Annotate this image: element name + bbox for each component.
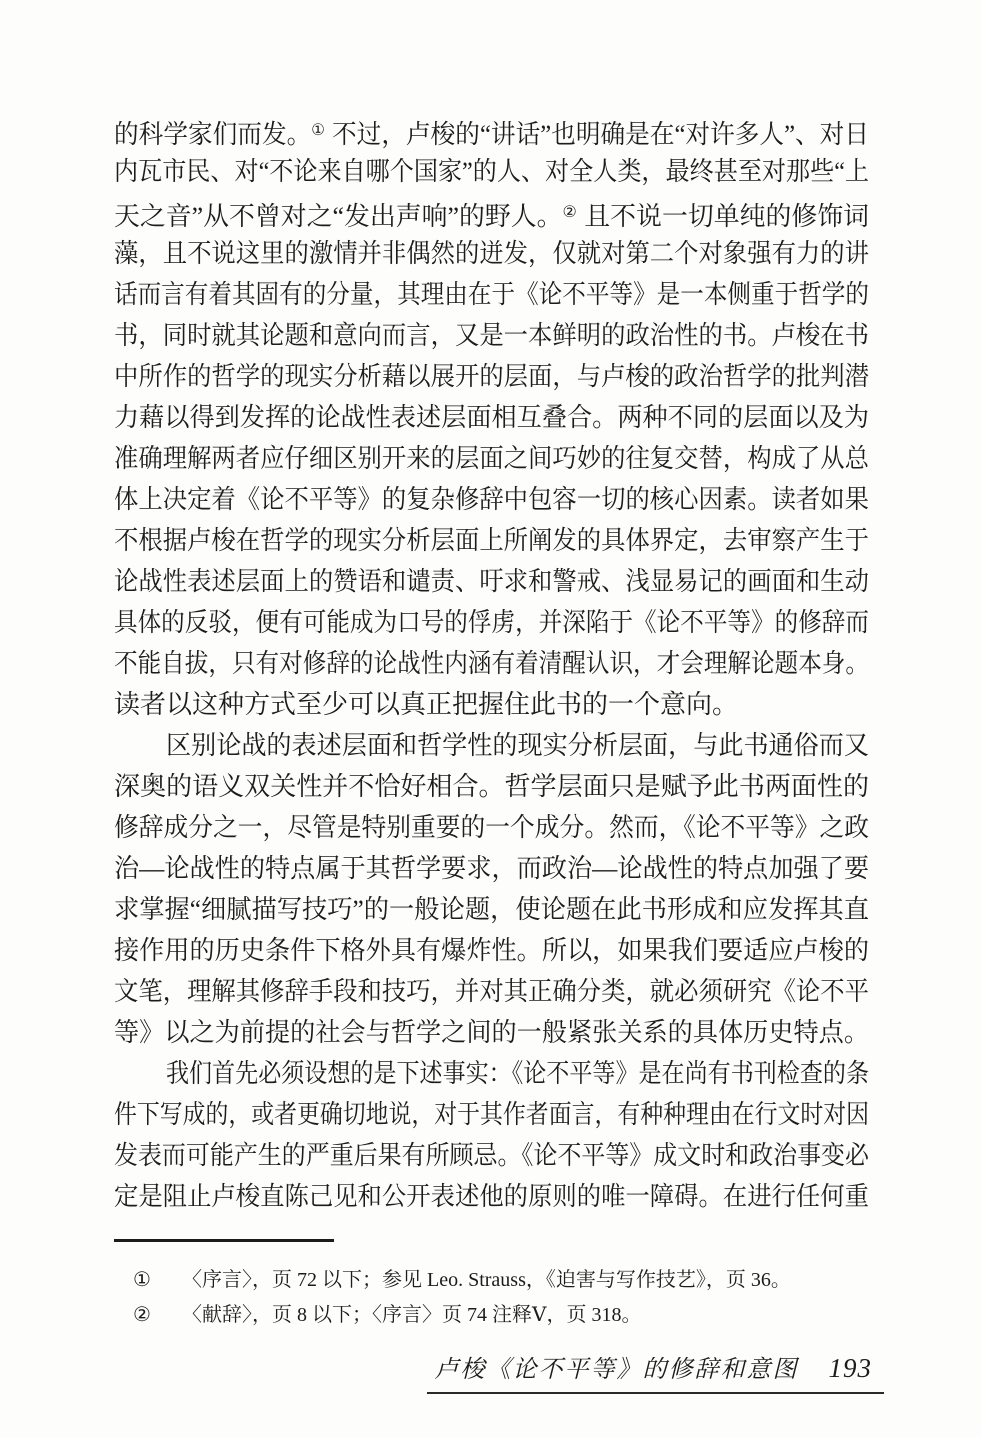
body-text-line: 内瓦市民、对“不论来自哪个国家”的人、对全人类，最终甚至对那些“上 [114,157,869,186]
footnotes [133,1263,791,1333]
body-text-line: 定是阻止卢梭直陈己见和公开表述他的原则的唯一障碍。在进行任何重 [114,1182,869,1211]
body-text-line: 力藉以得到发挥的论战性表述层面相互叠合。两种不同的层面以及为 [114,403,869,432]
body-text-line: 文笔，理解其修辞手段和技巧，并对其正确分类，就必须研究《论不平 [114,977,869,1006]
footnote-text: 〈序言〉，页 72 以下；参见 Leo. Strauss，《迫害与写作技艺》，页 36。 [182,1269,791,1291]
page-number: 193 [828,1353,872,1383]
footnote-marker: ② [133,1304,151,1326]
body-text-line: 天之音”从不曾对之“发出声响”的野人。② 且不说一切单纯的修饰词 [114,202,869,231]
footnote-item [133,1298,791,1333]
body-text-line: 不能自拔，只有对修辞的论战性内涵有着清醒认识，才会理解论题本身。 [114,649,869,678]
running-title: 卢梭《论不平等》的修辞和意图 [434,1357,799,1383]
footnote-item [133,1263,791,1298]
body-text-line: 论战性表述层面上的赞语和谴责、吁求和警戒、浅显易记的画面和生动 [114,567,869,596]
body-text-line: 藻，且不说这里的激情并非偶然的迸发，仅就对第二个对象强有力的讲 [114,239,869,268]
footnote-separator [114,1239,334,1242]
body-text-line: 发表而可能产生的严重后果有所顾忌。《论不平等》成文时和政治事变必 [114,1141,869,1170]
body-text-line: 接作用的历史条件下格外具有爆炸性。所以，如果我们要适应卢梭的 [114,936,869,965]
footnote-text: 〈献辞〉，页 8 以下；〈序言〉页 74 注释Ⅴ，页 318。 [182,1304,642,1326]
body-text-line: 书，同时就其论题和意向而言，又是一本鲜明的政治性的书。卢梭在书 [114,321,869,350]
body-text-line: 不根据卢梭在哲学的现实分析层面上所阐发的具体界定，去审察产生于 [114,526,869,555]
body-text-line: 我们首先必须设想的是下述事实：《论不平等》是在尚有书刊检查的条 [166,1059,869,1088]
page-footer [427,1351,885,1394]
body-text-line: 体上决定着《论不平等》的复杂修辞中包容一切的核心因素。读者如果 [114,485,869,514]
body-text-line: 修辞成分之一，尽管是特别重要的一个成分。然而，《论不平等》之政 [114,813,869,842]
body-text-line: 件下写成的，或者更确切地说，对于其作者面言，有种种理由在行文时对因 [114,1100,869,1129]
body-text-block [114,110,869,1217]
body-text-line: 准确理解两者应仔细区别开来的层面之间巧妙的往复交替，构成了从总 [114,444,869,473]
body-text-line: 深奥的语义双关性并不恰好相合。哲学层面只是赋予此书两面性的 [114,772,869,801]
body-text-line: 读者以这种方式至少可以真正把握住此书的一个意向。 [114,690,739,719]
body-text-line: 中所作的哲学的现实分析藉以展开的层面，与卢梭的政治哲学的批判潜 [114,362,869,391]
body-text-line: 具体的反驳，便有可能成为口号的俘虏，并深陷于《论不平等》的修辞而 [114,608,869,637]
body-text-line: 的科学家们而发。① 不过，卢梭的“讲话”也明确是在“对许多人”、对日 [114,120,869,149]
body-text-line: 治—论战性的特点属于其哲学要求，而政治—论战性的特点加强了要 [114,854,869,883]
body-text-line: 求掌握“细腻描写技巧”的一般论题，使论题在此书形成和应发挥其直 [114,895,869,924]
body-text-line: 等》以之为前提的社会与哲学之间的一般紧张关系的具体历史特点。 [114,1018,869,1047]
body-text-line: 区别论战的表述层面和哲学性的现实分析层面，与此书通俗而又 [166,731,869,760]
footnote-marker: ① [133,1269,151,1291]
body-text-line: 话而言有着其固有的分量，其理由在于《论不平等》是一本侧重于哲学的 [114,280,869,309]
